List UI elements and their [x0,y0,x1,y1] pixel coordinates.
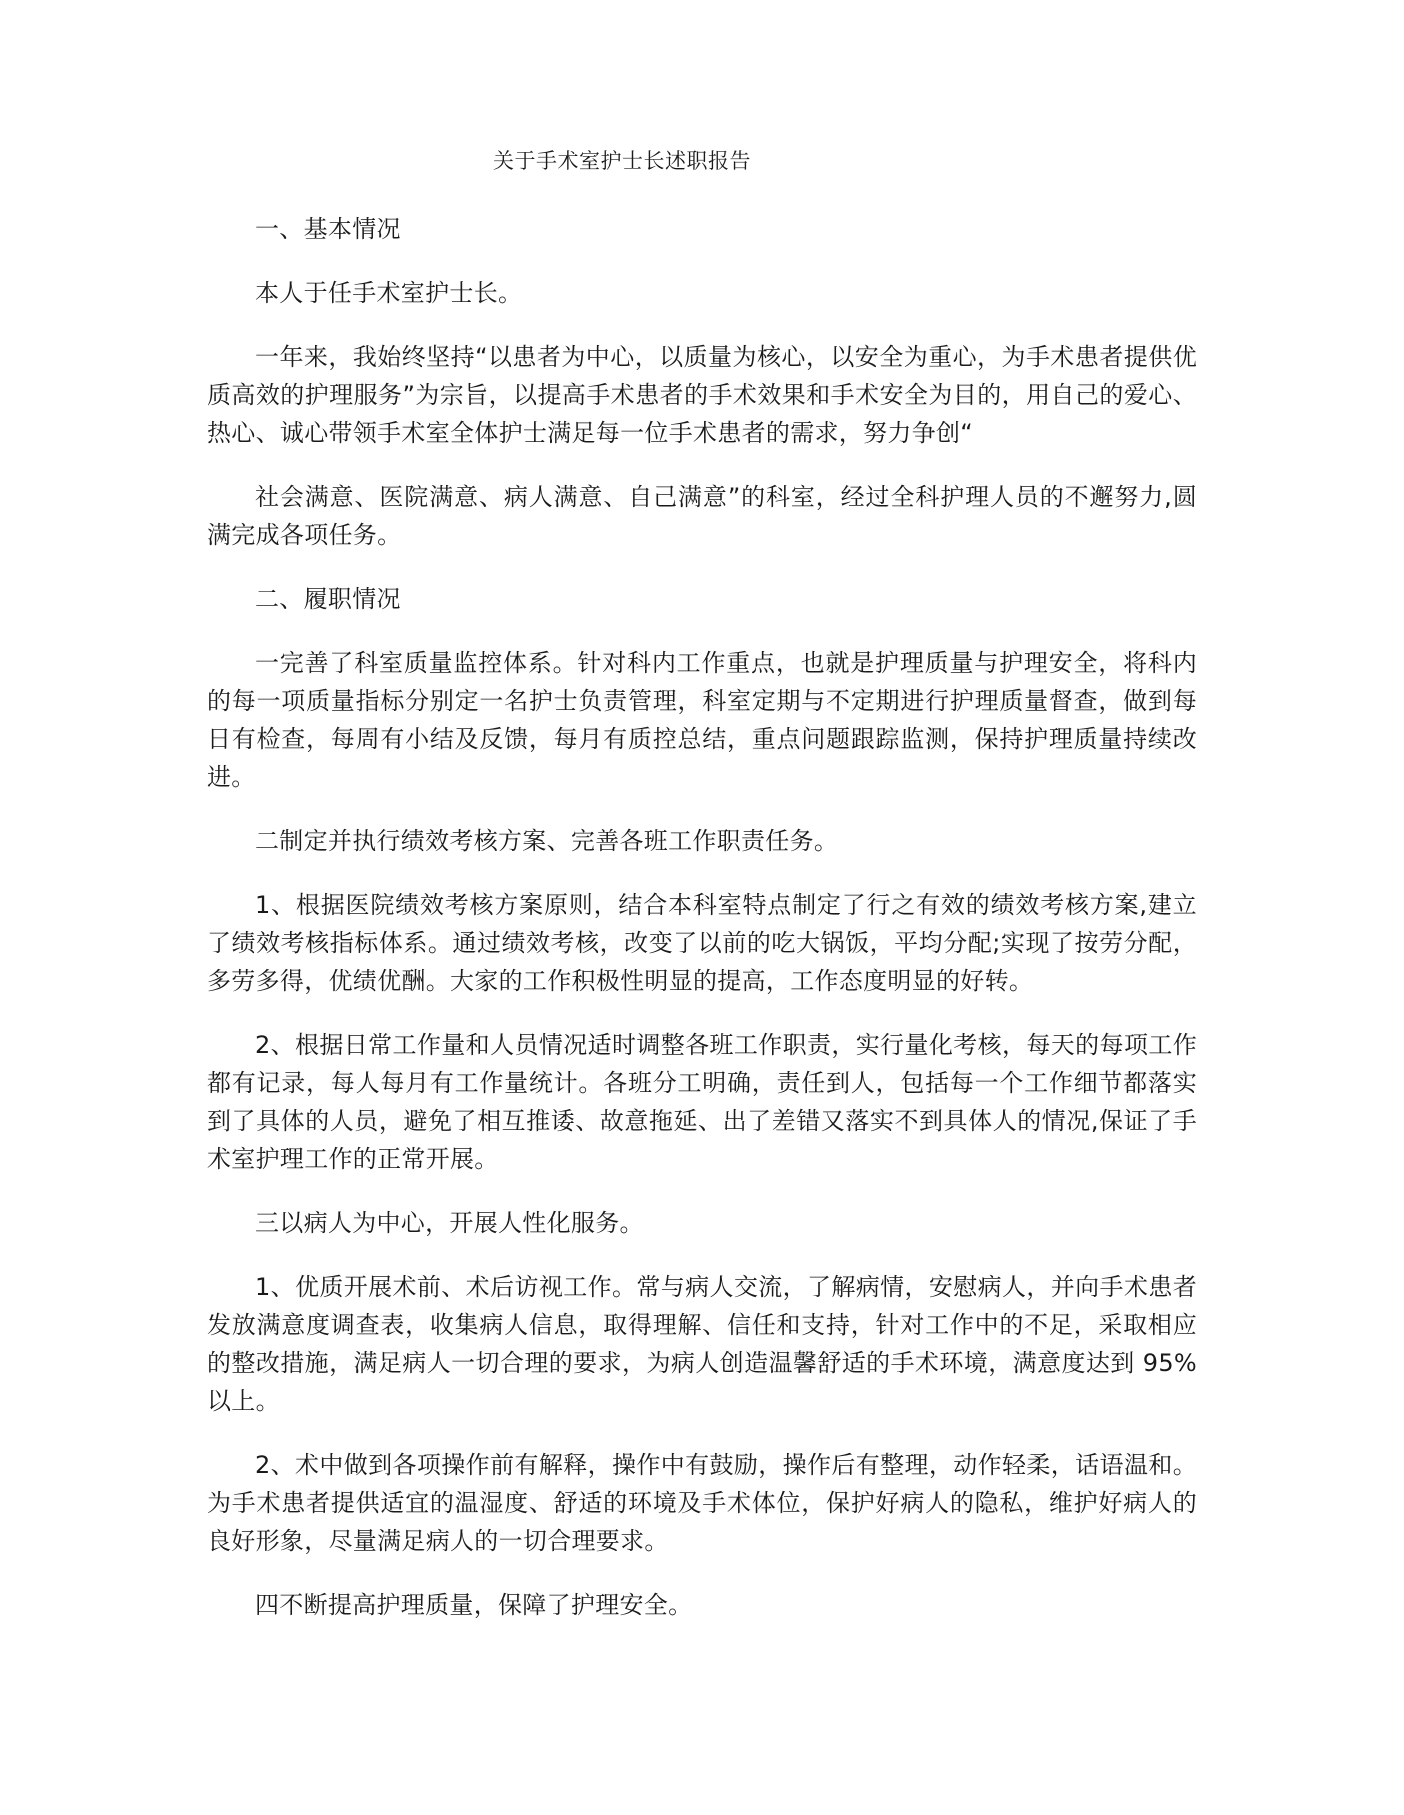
document-title: 关于手术室护士长述职报告 [493,149,751,173]
section-heading-duties: 二、履职情况 [255,585,401,613]
paragraph: 二制定并执行绩效考核方案、完善各班工作职责任务。 [255,827,839,855]
paragraph: 2、术中做到各项操作前有解释，操作中有鼓励，操作后有整理，动作轻柔，话语温和。为手术患者提供适宜的温湿度、舒适的环境及手术体位，保护好病人的隐私，维护好病人的良好形象，尽量满足病人的一切合理要求。 [207,1451,1197,1555]
paragraph: 2、根据日常工作量和人员情况适时调整各班工作职责，实行量化考核，每天的每项工作都有记录，每人每月有工作量统计。各班分工明确，责任到人，包括每一个工作细节都落实到了具体的人员，避免了相互推诿、故意拖延、出了差错又落实不到具体人的情况,保证了手术室护理工作的正常开展。 [207,1031,1197,1173]
paragraph: 本人于任手术室护士长。 [255,279,523,307]
paragraph: 1、根据医院绩效考核方案原则，结合本科室特点制定了行之有效的绩效考核方案,建立了绩效考核指标体系。通过绩效考核，改变了以前的吃大锅饭，平均分配;实现了按劳分配，多劳多得，优绩优酬。大家的工作积极性明显的提高，工作态度明显的好转。 [207,891,1197,995]
paragraph: 社会满意、医院满意、病人满意、自己满意”的科室，经过全科护理人员的不邂努力,圆满完成各项任务。 [207,483,1197,549]
paragraph: 四不断提高护理质量，保障了护理安全。 [255,1591,693,1619]
paragraph: 一完善了科室质量监控体系。针对科内工作重点，也就是护理质量与护理安全，将科内的每一项质量指标分别定一名护士负责管理，科室定期与不定期进行护理质量督查，做到每日有检查，每周有小结及反馈，每月有质控总结，重点问题跟踪监测，保持护理质量持续改进。 [207,649,1197,791]
document-body [207,210,1197,1650]
paragraph: 三以病人为中心，开展人性化服务。 [255,1209,644,1237]
paragraph: 1、优质开展术前、术后访视工作。常与病人交流，了解病情，安慰病人，并向手术患者发放满意度调查表，收集病人信息，取得理解、信任和支持，针对工作中的不足，采取相应的整改措施，满足病人一切合理的要求，为病人创造温馨舒适的手术环境，满意度达到 95%以上。 [207,1273,1197,1415]
paragraph: 一年来，我始终坚持“以患者为中心，以质量为核心，以安全为重心，为手术患者提供优质高效的护理服务”为宗旨，以提高手术患者的手术效果和手术安全为目的，用自己的爱心、热心、诚心带领手术室全体护士满足每一位手术患者的需求，努力争创“ [207,343,1197,447]
section-heading-basic-info: 一、基本情况 [255,215,401,243]
